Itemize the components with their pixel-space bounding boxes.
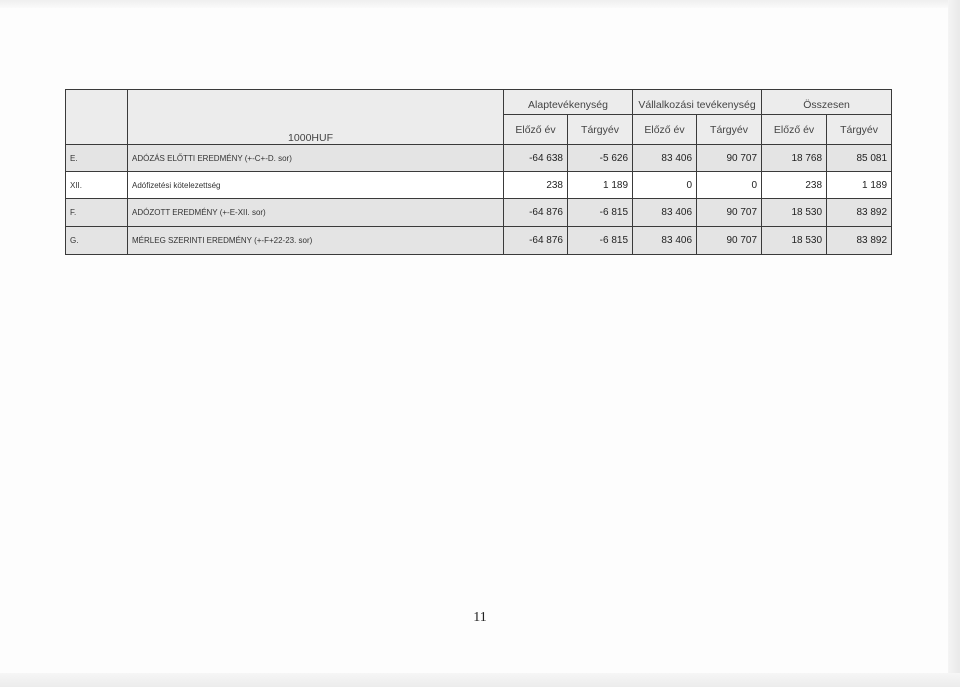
value-cell: 83 406 bbox=[633, 199, 697, 227]
value-cell: -5 626 bbox=[568, 145, 633, 172]
row-label: MÉRLEG SZERINTI EREDMÉNY (+-F+22-23. sor) bbox=[128, 227, 504, 255]
value-cell: 90 707 bbox=[697, 145, 762, 172]
row-label: ADÓZÁS ELŐTTI EREDMÉNY (+-C+-D. sor) bbox=[128, 145, 504, 172]
row-code: F. bbox=[66, 199, 128, 227]
value-cell: 18 530 bbox=[762, 227, 827, 255]
value-cell: -64 876 bbox=[504, 199, 568, 227]
value-cell: 83 406 bbox=[633, 145, 697, 172]
value-cell: 90 707 bbox=[697, 199, 762, 227]
header-row-groups bbox=[66, 90, 892, 115]
value-cell: -64 638 bbox=[504, 145, 568, 172]
header-code-cell bbox=[66, 90, 128, 145]
value-cell: 238 bbox=[504, 172, 568, 199]
table-row bbox=[66, 199, 892, 227]
value-cell: -6 815 bbox=[568, 227, 633, 255]
value-cell: 1 189 bbox=[568, 172, 633, 199]
value-cell: 0 bbox=[633, 172, 697, 199]
row-code: G. bbox=[66, 227, 128, 255]
row-code: E. bbox=[66, 145, 128, 172]
subheader-cell: Tárgyév bbox=[568, 115, 633, 145]
group-header-vallalkozasi: Vállalkozási tevékenység bbox=[633, 90, 762, 115]
value-cell: 90 707 bbox=[697, 227, 762, 255]
row-label: Adófizetési kötelezettség bbox=[128, 172, 504, 199]
value-cell: 18 768 bbox=[762, 145, 827, 172]
value-cell: -6 815 bbox=[568, 199, 633, 227]
page-edge-right bbox=[948, 0, 960, 687]
subheader-cell: Előző év bbox=[633, 115, 697, 145]
value-cell: 0 bbox=[697, 172, 762, 199]
subheader-cell: Előző év bbox=[762, 115, 827, 145]
page-number: 11 bbox=[473, 610, 487, 625]
value-cell: 83 892 bbox=[827, 199, 892, 227]
value-cell: 238 bbox=[762, 172, 827, 199]
page-edge-top bbox=[0, 0, 960, 8]
row-code: XII. bbox=[66, 172, 128, 199]
subheader-cell: Tárgyév bbox=[697, 115, 762, 145]
table-row bbox=[66, 145, 892, 172]
subheader-cell: Tárgyév bbox=[827, 115, 892, 145]
value-cell: 85 081 bbox=[827, 145, 892, 172]
row-label: ADÓZOTT EREDMÉNY (+-E-XII. sor) bbox=[128, 199, 504, 227]
value-cell: 18 530 bbox=[762, 199, 827, 227]
value-cell: 1 189 bbox=[827, 172, 892, 199]
income-statement-table bbox=[65, 89, 892, 255]
group-header-osszesen: Összesen bbox=[762, 90, 892, 115]
group-header-alaptevekenyseg: Alaptevékenység bbox=[504, 90, 633, 115]
table-row bbox=[66, 227, 892, 255]
value-cell: 83 406 bbox=[633, 227, 697, 255]
table-row bbox=[66, 172, 892, 199]
page-edge-bottom bbox=[0, 673, 960, 687]
value-cell: -64 876 bbox=[504, 227, 568, 255]
subheader-cell: Előző év bbox=[504, 115, 568, 145]
unit-label: 1000HUF bbox=[128, 90, 504, 145]
value-cell: 83 892 bbox=[827, 227, 892, 255]
